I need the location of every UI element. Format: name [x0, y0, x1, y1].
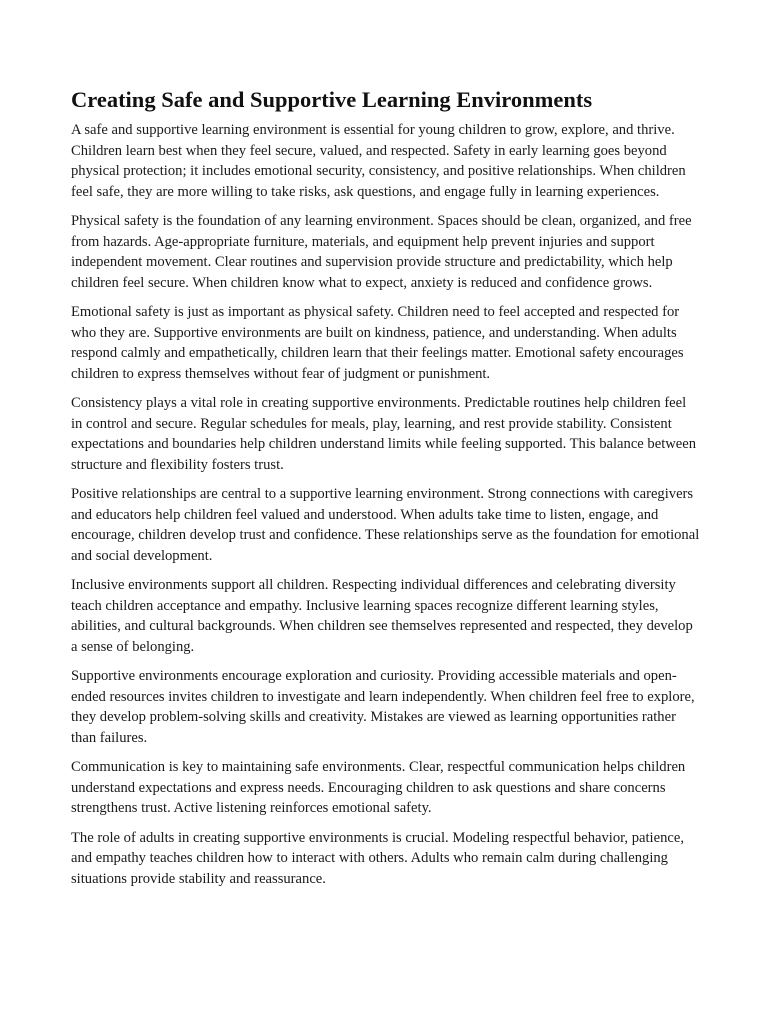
paragraph-physical-safety: Physical safety is the foundation of any learning environment. Spaces should be clean, organized, and free from hazards. Age-appropriate furniture, materials, and equipment help prevent injuries and support independent movement. Clear routines and supervision provide structure and predictability, which help children feel secure. When children know what to expect, anxiety is reduced and confidence grows.	[71, 213, 692, 291]
paragraph-positive-relationships: Positive relationships are central to a supportive learning environment. Strong connections with caregivers and educators help children feel valued and understood. When adults take time to listen, engage, and encourage, children develop trust and confidence. These relationships serve as the foundation for emotional and social development.	[71, 486, 700, 564]
paragraph-emotional-safety: Emotional safety is just as important as physical safety. Children need to feel accepted and respected for who they are. Supportive environments are built on kindness, patience, and understanding. When adults respond calmly and empathetically, children learn that their feelings matter. Emotional safety encourages children to express themselves without fear of judgment or punishment.	[71, 304, 684, 382]
document-page	[71, 86, 701, 898]
paragraph-inclusive-environments: Inclusive environments support all children. Respecting individual differences and celebrating diversity teach children acceptance and empathy. Inclusive learning spaces recognize different learning styles, abilities, and cultural backgrounds. When children see themselves represented and respected, they develop a sense of belonging.	[71, 577, 693, 655]
paragraph-exploration-curiosity: Supportive environments encourage exploration and curiosity. Providing accessible materials and open-ended resources invites children to investigate and learn independently. When children feel free to explore, they develop problem-solving skills and creativity. Mistakes are viewed as learning opportunities rather than failures.	[71, 668, 695, 746]
paragraph-intro: A safe and supportive learning environment is essential for young children to grow, explore, and thrive. Children learn best when they feel secure, valued, and respected. Safety in early learning goes beyond physical protection; it includes emotional security, consistency, and positive relationships. When children feel safe, they are more willing to take risks, ask questions, and engage fully in learning experiences.	[71, 122, 686, 200]
document-title: Creating Safe and Supportive Learning Environments	[71, 87, 593, 112]
paragraph-role-of-adults: The role of adults in creating supportive environments is crucial. Modeling respectful behavior, patience, and empathy teaches children how to interact with others. Adults who remain calm during challenging situations provide stability and reassurance.	[71, 829, 684, 887]
paragraph-communication: Communication is key to maintaining safe environments. Clear, respectful communication helps children understand expectations and express needs. Encouraging children to ask questions and share concerns strengthens trust. Active listening reinforces emotional safety.	[71, 759, 686, 816]
paragraph-consistency: Consistency plays a vital role in creating supportive environments. Predictable routines help children feel in control and secure. Regular schedules for meals, play, learning, and rest provide stability. Consistent expectations and boundaries help children understand limits while feeling supported. This balance between structure and flexibility fosters trust.	[71, 395, 697, 473]
